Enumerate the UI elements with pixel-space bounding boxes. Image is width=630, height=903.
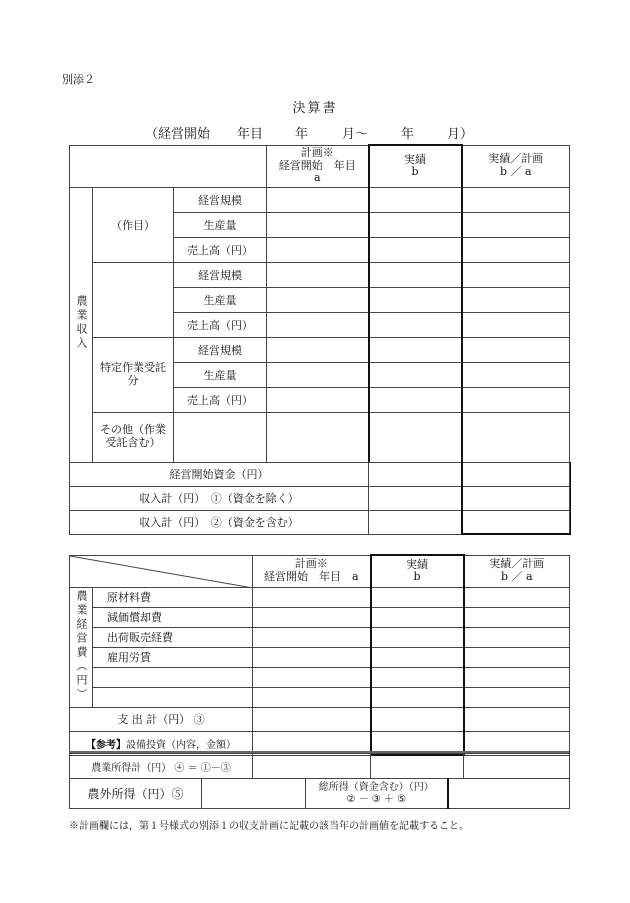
cell-plan[interactable] [267,212,369,237]
farm-expense-label: 農業経営費（円） [75,589,88,702]
cell-ratio[interactable] [464,627,570,647]
cell-actual[interactable] [369,312,462,337]
cell-ratio[interactable] [464,687,570,707]
expense-item: 出荷販売経費 [93,627,253,647]
cell-ratio[interactable] [464,607,570,627]
total-income-l2: ② － ③ ＋ ⑤ [346,793,407,805]
cell-plan[interactable] [369,462,462,486]
header-plan-l2: 経営開始 年目 a [263,570,359,583]
cell-actual[interactable] [371,647,464,667]
expense-item: 雇用労賃 [93,647,253,667]
cell-plan[interactable] [253,607,371,627]
cell-actual[interactable] [369,262,462,287]
cell-actual[interactable] [371,607,464,627]
header-plan [267,145,369,187]
cell-ratio[interactable] [464,707,570,731]
header-plan-l1: 計画※ [300,146,334,160]
period-line [145,123,475,142]
header-actual-l2: b [411,165,419,179]
header-plan-l3: a [313,171,321,185]
row-output-label: 生産量 [174,212,267,237]
cell-plan[interactable] [253,687,371,707]
income-table [69,144,570,535]
farm-income-label: 農業収入 [75,295,88,351]
cell-plan[interactable] [267,412,369,462]
header-ratio-l1: 実績／計画 [489,557,545,571]
cell-plan[interactable] [253,627,371,647]
expense-item-blank[interactable] [93,687,253,707]
row-output-label: 生産量 [174,362,267,387]
cell-actual[interactable] [462,462,570,486]
cell-actual[interactable] [371,707,464,731]
row-output-label: 生産量 [174,287,267,312]
row-sales-label: 売上高（円） [174,387,267,412]
cell-plan[interactable] [267,312,369,337]
cell-actual[interactable] [369,337,462,362]
cell-actual[interactable] [369,187,462,212]
cell-ratio[interactable] [462,187,570,212]
total-income-l1: 総所得（資金含む）（円） [318,782,434,793]
cell-plan[interactable] [267,287,369,312]
period-open: （経営開始 [145,127,211,142]
expense-total-label: 支 出 計（円） ③ [70,707,253,731]
document-title: 決算書 [292,101,338,116]
header-ratio-l2: b ／ a [499,165,532,178]
reference-text: 設備投資（内容，金額） [126,739,236,751]
period-end-month: 月） [447,127,474,142]
period-end-year: 年 [401,127,415,142]
cell-plan[interactable] [369,486,462,510]
nonfarm-table [69,778,570,809]
header-ratio-l1: 実績／計画 [488,152,544,166]
contract-cell: 特定作業受託分 [93,337,174,412]
cell-actual[interactable] [369,387,462,412]
attachment-label: 別添２ [62,73,95,86]
cell-ratio[interactable] [462,212,570,237]
cell-ratio[interactable] [462,287,570,312]
header-actual-l1: 実績 [406,557,428,571]
row-scale-label: 経営規模 [174,337,267,362]
header-plan-l2: 経営開始 年目 [278,158,356,172]
cell-plan[interactable] [267,187,369,212]
cell-ratio[interactable] [462,262,570,287]
cell-plan[interactable] [267,262,369,287]
footnote: ※計画欄には，第１号様式の別添１の収支計画に記載の該当年の計画値を記載すること。 [69,821,469,832]
cell-plan[interactable] [253,647,371,667]
cell-actual[interactable] [369,287,462,312]
header-blank [70,145,267,187]
crop-cell-blank[interactable] [93,262,174,337]
header-actual-l2: b [413,570,421,584]
income-total-2-label: 収入計（円） ②（資金を含む） [70,510,369,534]
cell-actual[interactable] [369,362,462,387]
reference-prefix: 【参考】 [86,739,126,751]
cell-actual[interactable] [462,510,570,534]
cell-plan[interactable] [267,337,369,362]
row-scale-label: 経営規模 [174,262,267,287]
period-start-year: 年 [295,127,309,142]
expense-item: 減価償却費 [93,607,253,627]
header-actual-l1: 実績 [404,152,427,166]
cell-plan[interactable] [253,667,371,687]
cell-plan[interactable] [253,707,371,731]
farm-expense-group [70,587,93,707]
cell-actual[interactable] [371,687,464,707]
cell-actual[interactable] [369,412,462,462]
header-diagonal [70,555,253,587]
cell-ratio[interactable] [462,237,570,262]
total-income-value[interactable] [448,779,570,809]
expense-table [69,554,570,756]
cell-ratio[interactable] [462,362,570,387]
cell-plan[interactable] [369,510,462,534]
row-sales-label: 売上高（円） [174,312,267,337]
cell-plan[interactable] [253,754,371,779]
cell-actual[interactable] [462,486,570,510]
other-cell: その他（作業受託含む） [93,412,174,462]
cell-actual[interactable] [371,667,464,687]
period-start-month: 月～ [342,127,369,142]
header-ratio [464,555,570,587]
cell-actual[interactable] [371,627,464,647]
period-years: 年目 [237,127,264,142]
row-sales-label: 売上高（円） [174,237,267,262]
cell-ratio[interactable] [462,312,570,337]
farm-income-group [70,187,93,462]
total-income-label [306,779,448,809]
expense-item: 原材料費 [93,587,253,607]
header-plan-l1: 計画※ [294,557,328,571]
cell-ratio[interactable] [464,667,570,687]
other-blank[interactable] [174,412,267,462]
cell-plan[interactable] [267,237,369,262]
cell-ratio[interactable] [462,337,570,362]
cell-actual[interactable] [371,754,464,779]
row-scale-label: 経営規模 [174,187,267,212]
cell-ratio[interactable] [464,647,570,667]
cell-ratio[interactable] [464,587,570,607]
cell-ratio[interactable] [464,754,570,779]
cell-plan[interactable] [267,387,369,412]
farm-income-total-label: 農業所得計（円） ④ ＝ ①－③ [70,754,253,779]
cell-actual[interactable] [369,237,462,262]
income-total-1-label: 収入計（円） ①（資金を除く） [70,486,369,510]
header-actual [369,145,462,187]
crop-cell: （作目） [93,187,174,262]
cell-actual[interactable] [369,212,462,237]
cell-ratio[interactable] [462,412,570,462]
nonfarm-income-label: 農外所得（円）⑤ [70,779,202,809]
header-actual [371,555,464,587]
summary-table [69,753,570,779]
nonfarm-income-value[interactable] [202,779,306,809]
cell-plan[interactable] [253,587,371,607]
cell-ratio[interactable] [462,387,570,412]
diagonal-line [70,556,253,588]
header-plan [253,555,371,587]
cell-actual[interactable] [371,587,464,607]
cell-plan[interactable] [267,362,369,387]
expense-item-blank[interactable] [93,667,253,687]
header-ratio [462,145,570,187]
header-ratio-l2: b ／ a [500,570,533,583]
startup-fund-label: 経営開始資金（円） [70,462,369,486]
